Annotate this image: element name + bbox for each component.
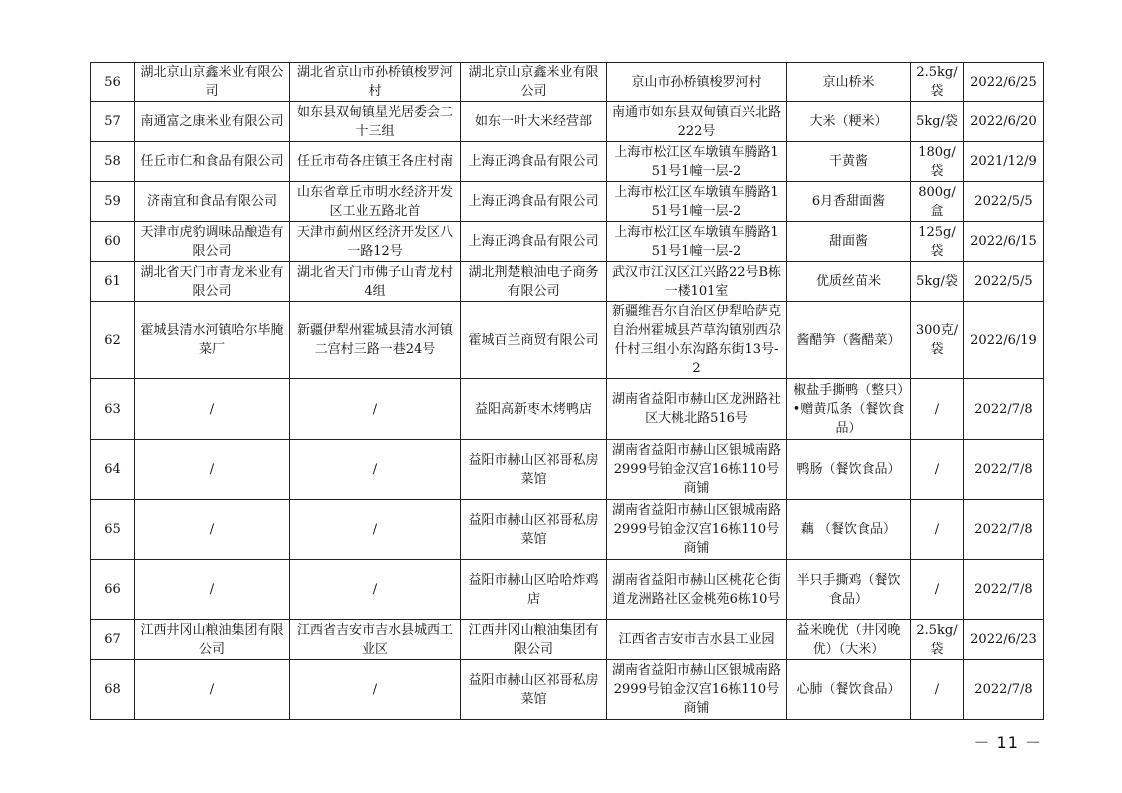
product-spec-cell: 180g/袋 <box>911 142 964 182</box>
product-name-cell: 6月香甜面酱 <box>787 182 911 222</box>
row-number-cell: 68 <box>91 660 135 720</box>
product-name-cell: 藕 （餐饮食品） <box>787 500 911 560</box>
seller-address-cell: 江西省吉安市吉水县工业园 <box>607 620 787 660</box>
seller-address-cell: 湖南省益阳市赫山区银城南路2999号铂金汉宫16栋110号商铺 <box>607 440 787 500</box>
producer-address-cell: / <box>290 660 461 720</box>
producer-name-cell: 济南宜和食品有限公司 <box>135 182 290 222</box>
seller-name-cell: 如东一叶大米经营部 <box>461 102 607 142</box>
production-date-cell: 2022/5/5 <box>964 182 1044 222</box>
producer-name-cell: 霍城县清水河镇哈尔毕腌菜厂 <box>135 302 290 379</box>
table-row <box>91 102 1044 142</box>
sampling-table <box>90 62 1044 720</box>
table-row <box>91 142 1044 182</box>
row-number-cell: 58 <box>91 142 135 182</box>
product-spec-cell: / <box>911 440 964 500</box>
table-row <box>91 63 1044 102</box>
producer-name-cell: 南通富之康米业有限公司 <box>135 102 290 142</box>
producer-address-cell: / <box>290 500 461 560</box>
producer-address-cell: / <box>290 440 461 500</box>
production-date-cell: 2022/6/19 <box>964 302 1044 379</box>
seller-name-cell: 益阳市赫山区哈哈炸鸡店 <box>461 560 607 620</box>
product-spec-cell: 5kg/袋 <box>911 102 964 142</box>
seller-address-cell: 湖南省益阳市赫山区银城南路2999号铂金汉宫16栋110号商铺 <box>607 660 787 720</box>
producer-address-cell: 天津市蓟州区经济开发区八一路12号 <box>290 222 461 262</box>
product-name-cell: 大米（粳米） <box>787 102 911 142</box>
table-row <box>91 660 1044 720</box>
product-spec-cell: / <box>911 500 964 560</box>
table-row <box>91 182 1044 222</box>
table-row <box>91 620 1044 660</box>
production-date-cell: 2022/6/15 <box>964 222 1044 262</box>
row-number-cell: 57 <box>91 102 135 142</box>
production-date-cell: 2022/7/8 <box>964 440 1044 500</box>
product-spec-cell: / <box>911 560 964 620</box>
table-row <box>91 222 1044 262</box>
production-date-cell: 2022/5/5 <box>964 262 1044 302</box>
producer-name-cell: 湖北省天门市青龙米业有限公司 <box>135 262 290 302</box>
producer-address-cell: 山东省章丘市明水经济开发区工业五路北首 <box>290 182 461 222</box>
seller-name-cell: 江西井冈山粮油集团有限公司 <box>461 620 607 660</box>
producer-name-cell: 湖北京山京鑫米业有限公司 <box>135 63 290 102</box>
product-name-cell: 鸭肠（餐饮食品） <box>787 440 911 500</box>
product-name-cell: 椒盐手撕鸭（整只）•赠黄瓜条（餐饮食品） <box>787 379 911 440</box>
producer-address-cell: / <box>290 379 461 440</box>
producer-name-cell: / <box>135 500 290 560</box>
table-row <box>91 262 1044 302</box>
seller-address-cell: 南通市如东县双甸镇百兴北路222号 <box>607 102 787 142</box>
product-spec-cell: / <box>911 660 964 720</box>
product-spec-cell: 2.5kg/袋 <box>911 63 964 102</box>
seller-address-cell: 湖南省益阳市赫山区银城南路2999号铂金汉宫16栋110号商铺 <box>607 500 787 560</box>
production-date-cell: 2021/12/9 <box>964 142 1044 182</box>
product-name-cell: 心肺（餐饮食品） <box>787 660 911 720</box>
seller-name-cell: 益阳市赫山区祁哥私房菜馆 <box>461 440 607 500</box>
producer-name-cell: / <box>135 440 290 500</box>
seller-name-cell: 湖北荆楚粮油电子商务有限公司 <box>461 262 607 302</box>
document-sheet <box>90 62 1043 720</box>
producer-address-cell: 如东县双甸镇星光居委会二十三组 <box>290 102 461 142</box>
row-number-cell: 56 <box>91 63 135 102</box>
seller-address-cell: 上海市松江区车墩镇车腾路151号1幢一层-2 <box>607 142 787 182</box>
row-number-cell: 65 <box>91 500 135 560</box>
producer-name-cell: / <box>135 560 290 620</box>
producer-address-cell: 任丘市苟各庄镇王各庄村南 <box>290 142 461 182</box>
seller-address-cell: 湖南省益阳市赫山区桃花仑街道龙洲路社区金桃苑6栋10号 <box>607 560 787 620</box>
producer-address-cell: 江西省吉安市吉水县城西工业区 <box>290 620 461 660</box>
product-name-cell: 酱醋笋（酱醋菜） <box>787 302 911 379</box>
seller-name-cell: 益阳市赫山区祁哥私房菜馆 <box>461 660 607 720</box>
row-number-cell: 59 <box>91 182 135 222</box>
table-row <box>91 500 1044 560</box>
producer-address-cell: 湖北省京山市孙桥镇梭罗河村 <box>290 63 461 102</box>
table-row <box>91 560 1044 620</box>
product-spec-cell: / <box>911 379 964 440</box>
product-spec-cell: 2.5kg/袋 <box>911 620 964 660</box>
table-body <box>91 63 1044 720</box>
table-row <box>91 302 1044 379</box>
table-row <box>91 440 1044 500</box>
seller-address-cell: 上海市松江区车墩镇车腾路151号1幢一层-2 <box>607 182 787 222</box>
seller-address-cell: 上海市松江区车墩镇车腾路151号1幢一层-2 <box>607 222 787 262</box>
seller-name-cell: 霍城百兰商贸有限公司 <box>461 302 607 379</box>
seller-name-cell: 上海正鸿食品有限公司 <box>461 222 607 262</box>
producer-name-cell: 天津市虎豹调味品酿造有限公司 <box>135 222 290 262</box>
seller-name-cell: 益阳高新枣木烤鸭店 <box>461 379 607 440</box>
producer-name-cell: 任丘市仁和食品有限公司 <box>135 142 290 182</box>
product-spec-cell: 800g/盒 <box>911 182 964 222</box>
seller-address-cell: 京山市孙桥镇梭罗河村 <box>607 63 787 102</box>
seller-name-cell: 上海正鸿食品有限公司 <box>461 182 607 222</box>
row-number-cell: 67 <box>91 620 135 660</box>
producer-address-cell: / <box>290 560 461 620</box>
production-date-cell: 2022/7/8 <box>964 560 1044 620</box>
product-name-cell: 半只手撕鸡（餐饮食品） <box>787 560 911 620</box>
row-number-cell: 63 <box>91 379 135 440</box>
row-number-cell: 62 <box>91 302 135 379</box>
production-date-cell: 2022/6/23 <box>964 620 1044 660</box>
seller-name-cell: 上海正鸿食品有限公司 <box>461 142 607 182</box>
page-number: － 11 － <box>973 733 1042 752</box>
product-spec-cell: 300克/袋 <box>911 302 964 379</box>
seller-address-cell: 武汉市江汉区江兴路22号B栋一楼101室 <box>607 262 787 302</box>
product-name-cell: 京山桥米 <box>787 63 911 102</box>
table-row <box>91 379 1044 440</box>
production-date-cell: 2022/7/8 <box>964 500 1044 560</box>
seller-name-cell: 益阳市赫山区祁哥私房菜馆 <box>461 500 607 560</box>
seller-address-cell: 湖南省益阳市赫山区龙洲路社区大桃北路516号 <box>607 379 787 440</box>
product-name-cell: 益米晚优（井冈晚优）（大米） <box>787 620 911 660</box>
production-date-cell: 2022/7/8 <box>964 660 1044 720</box>
producer-address-cell: 新疆伊犁州霍城县清水河镇二宫村三路一巷24号 <box>290 302 461 379</box>
production-date-cell: 2022/7/8 <box>964 379 1044 440</box>
row-number-cell: 66 <box>91 560 135 620</box>
producer-name-cell: / <box>135 379 290 440</box>
seller-name-cell: 湖北京山京鑫米业有限公司 <box>461 63 607 102</box>
producer-address-cell: 湖北省天门市佛子山青龙村4组 <box>290 262 461 302</box>
row-number-cell: 61 <box>91 262 135 302</box>
product-name-cell: 优质丝苗米 <box>787 262 911 302</box>
product-spec-cell: 5kg/袋 <box>911 262 964 302</box>
producer-name-cell: 江西井冈山粮油集团有限公司 <box>135 620 290 660</box>
product-name-cell: 甜面酱 <box>787 222 911 262</box>
row-number-cell: 60 <box>91 222 135 262</box>
producer-name-cell: / <box>135 660 290 720</box>
product-spec-cell: 125g/袋 <box>911 222 964 262</box>
seller-address-cell: 新疆维吾尔自治区伊犁哈萨克自治州霍城县芦草沟镇别西尕什村三组小东沟路东街13号-2 <box>607 302 787 379</box>
production-date-cell: 2022/6/25 <box>964 63 1044 102</box>
product-name-cell: 干黄酱 <box>787 142 911 182</box>
production-date-cell: 2022/6/20 <box>964 102 1044 142</box>
row-number-cell: 64 <box>91 440 135 500</box>
